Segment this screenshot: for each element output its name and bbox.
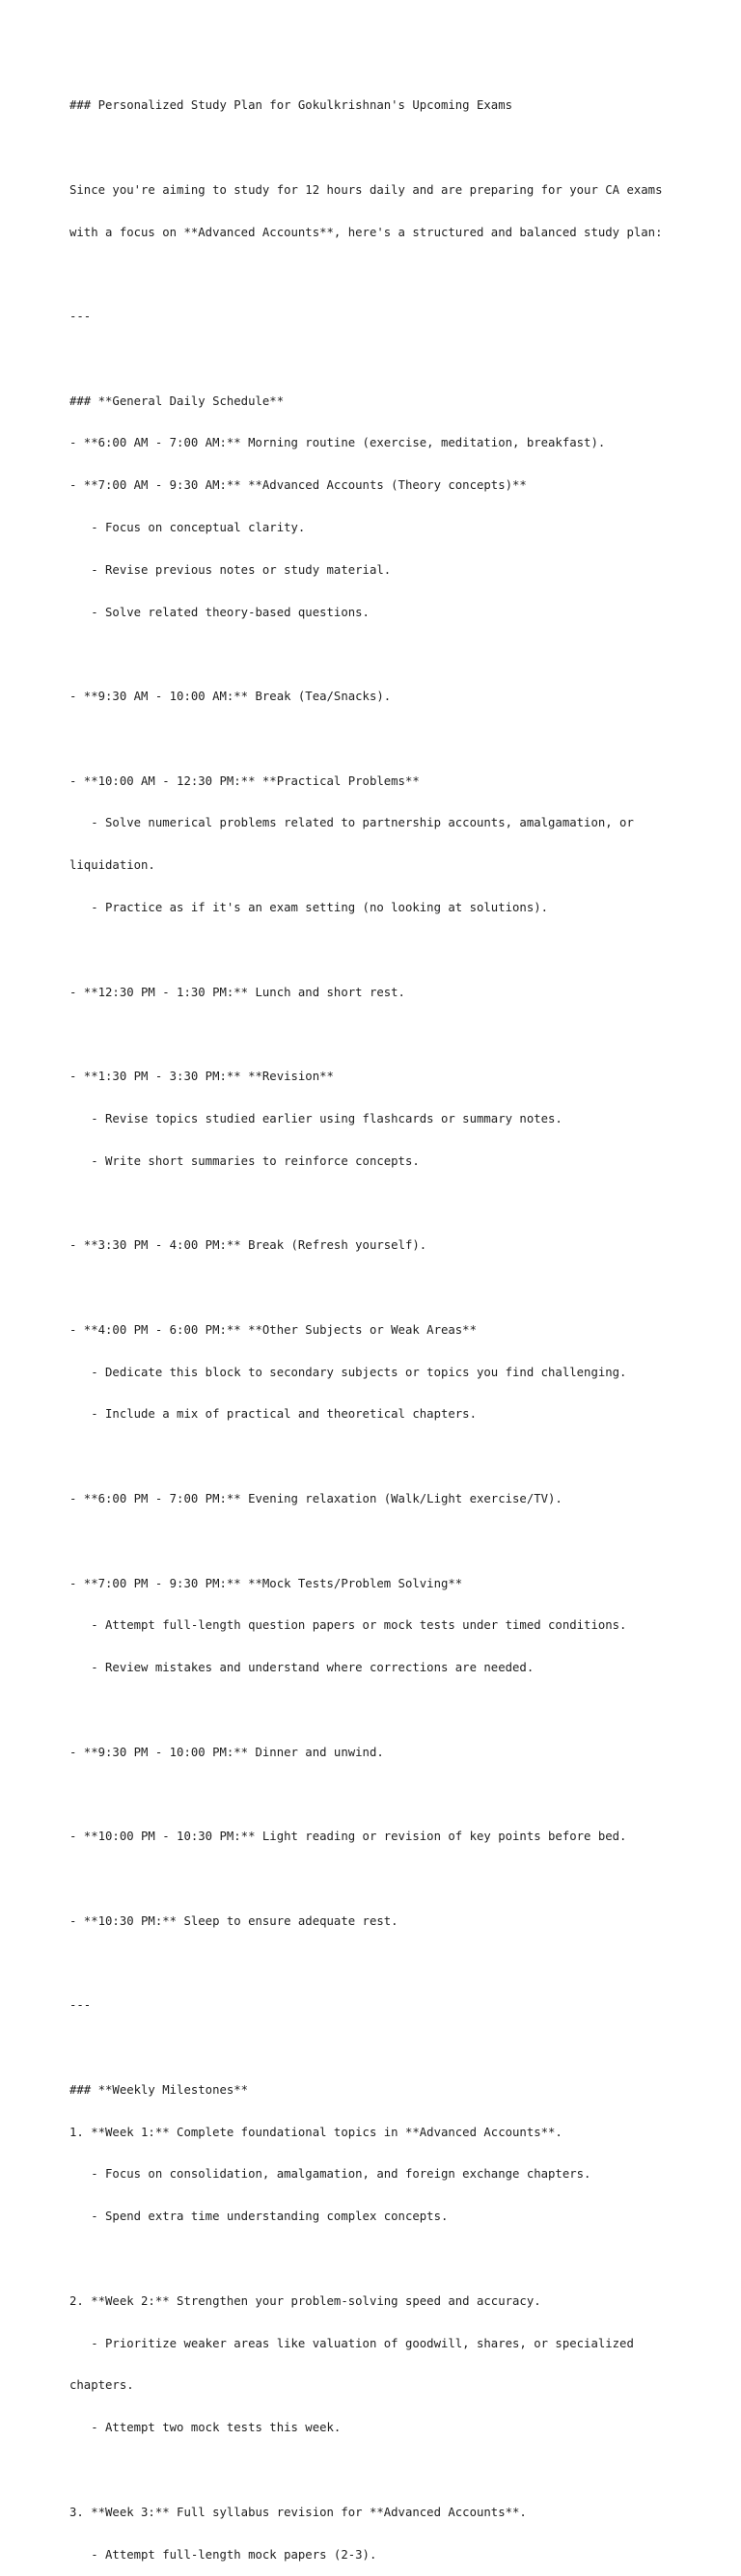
schedule-subitem: - Attempt full-length question papers or mock tests under timed conditions. (69, 1618, 627, 1633)
divider: --- (69, 1998, 92, 2013)
milestone-subitem: - Focus on consolidation, amalgamation, and foreign exchange chapters. (69, 2167, 591, 2182)
schedule-subitem: - Review mistakes and understand where corrections are needed. (69, 1661, 535, 1675)
blank-line (69, 647, 687, 662)
blank-line (69, 352, 687, 366)
milestone-item: 1. **Week 1:** Complete foundational topics in **Advanced Accounts**. (69, 2125, 563, 2139)
schedule-item: - **4:00 PM - 6:00 PM:** **Other Subjects or Weak Areas** (69, 1322, 477, 1337)
blank-line (69, 943, 687, 958)
schedule-item: - **1:30 PM - 3:30 PM:** **Revision** (69, 1070, 334, 1084)
schedule-subitem: - Include a mix of practical and theoretical chapters. (69, 1407, 477, 1422)
milestone-subitem: - Spend extra time understanding complex concepts. (69, 2210, 449, 2224)
schedule-subitem: - Revise topics studied earlier using flashcards or summary notes. (69, 1111, 563, 1125)
schedule-item: - **9:30 PM - 10:00 PM:** Dinner and unwind. (69, 1745, 384, 1759)
schedule-item: - **10:00 PM - 10:30 PM:** Light reading or revision of key points before bed. (69, 1830, 627, 1844)
milestone-item: 3. **Week 3:** Full syllabus revision for **Advanced Accounts**. (69, 2505, 527, 2519)
schedule-item: - **10:00 AM - 12:30 PM:** **Practical Problems** (69, 773, 420, 788)
blank-line (69, 1534, 687, 1549)
intro-line: Since you're aiming to study for 12 hours daily and are preparing for your CA exams (69, 182, 663, 197)
schedule-subitem: - Solve numerical problems related to partnership accounts, amalgamation, or (69, 816, 634, 830)
schedule-item: - **12:30 PM - 1:30 PM:** Lunch and short rest. (69, 985, 405, 999)
schedule-item: - **7:00 AM - 9:30 AM:** **Advanced Accounts (Theory concepts)** (69, 478, 527, 493)
schedule-item: - **3:30 PM - 4:00 PM:** Break (Refresh yourself). (69, 1238, 427, 1253)
milestone-subitem-wrap: chapters. (69, 2378, 134, 2393)
section-heading-weekly-milestones: ### **Weekly Milestones** (69, 2082, 249, 2097)
schedule-subitem-wrap: liquidation. (69, 858, 155, 873)
milestone-subitem: - Prioritize weaker areas like valuation of goodwill, shares, or specialized (69, 2336, 634, 2350)
schedule-subitem: - Solve related theory-based questions. (69, 605, 370, 619)
blank-line (69, 2041, 687, 2055)
blank-line (69, 1450, 687, 1464)
blank-line (69, 141, 687, 155)
schedule-subitem: - Focus on conceptual clarity. (69, 521, 306, 534)
milestone-item: 2. **Week 2:** Strengthen your problem-solving speed and accuracy. (69, 2293, 541, 2308)
blank-line (69, 1703, 687, 1718)
schedule-subitem: - Dedicate this block to secondary subjects or topics you find challenging. (69, 1365, 627, 1379)
schedule-item: - **9:30 AM - 10:00 AM:** Break (Tea/Snacks). (69, 690, 392, 704)
blank-line (69, 732, 687, 746)
blank-line (69, 267, 687, 282)
blank-line (69, 1281, 687, 1295)
schedule-subitem: - Write short summaries to reinforce concepts. (69, 1153, 420, 1168)
milestone-subitem: - Attempt two mock tests this week. (69, 2421, 342, 2435)
schedule-item: - **7:00 PM - 9:30 PM:** **Mock Tests/Problem Solving** (69, 1576, 463, 1590)
blank-line (69, 2252, 687, 2266)
schedule-item: - **10:30 PM:** Sleep to ensure adequate rest. (69, 1913, 398, 1928)
section-heading-daily-schedule: ### **General Daily Schedule** (69, 393, 285, 408)
intro-line: with a focus on **Advanced Accounts**, here's a structured and balanced study plan: (69, 225, 663, 239)
milestone-subitem: - Attempt full-length mock papers (2-3). (69, 2547, 377, 2562)
blank-line (69, 1027, 687, 1042)
schedule-item: - **6:00 AM - 7:00 AM:** Morning routine (exercise, meditation, breakfast). (69, 436, 606, 450)
blank-line (69, 1787, 687, 1802)
schedule-item: - **6:00 PM - 7:00 PM:** Evening relaxation (Walk/Light exercise/TV). (69, 1491, 563, 1505)
blank-line (69, 1957, 687, 1971)
schedule-subitem: - Practice as if it's an exam setting (no looking at solutions). (69, 901, 549, 915)
doc-title: ### Personalized Study Plan for Gokulkrishnan's Upcoming Exams (69, 98, 513, 113)
document-body (69, 70, 687, 2576)
divider: --- (69, 310, 92, 324)
schedule-subitem: - Revise previous notes or study material. (69, 562, 392, 577)
blank-line (69, 1197, 687, 1211)
blank-line (69, 2463, 687, 2478)
blank-line (69, 1872, 687, 1886)
